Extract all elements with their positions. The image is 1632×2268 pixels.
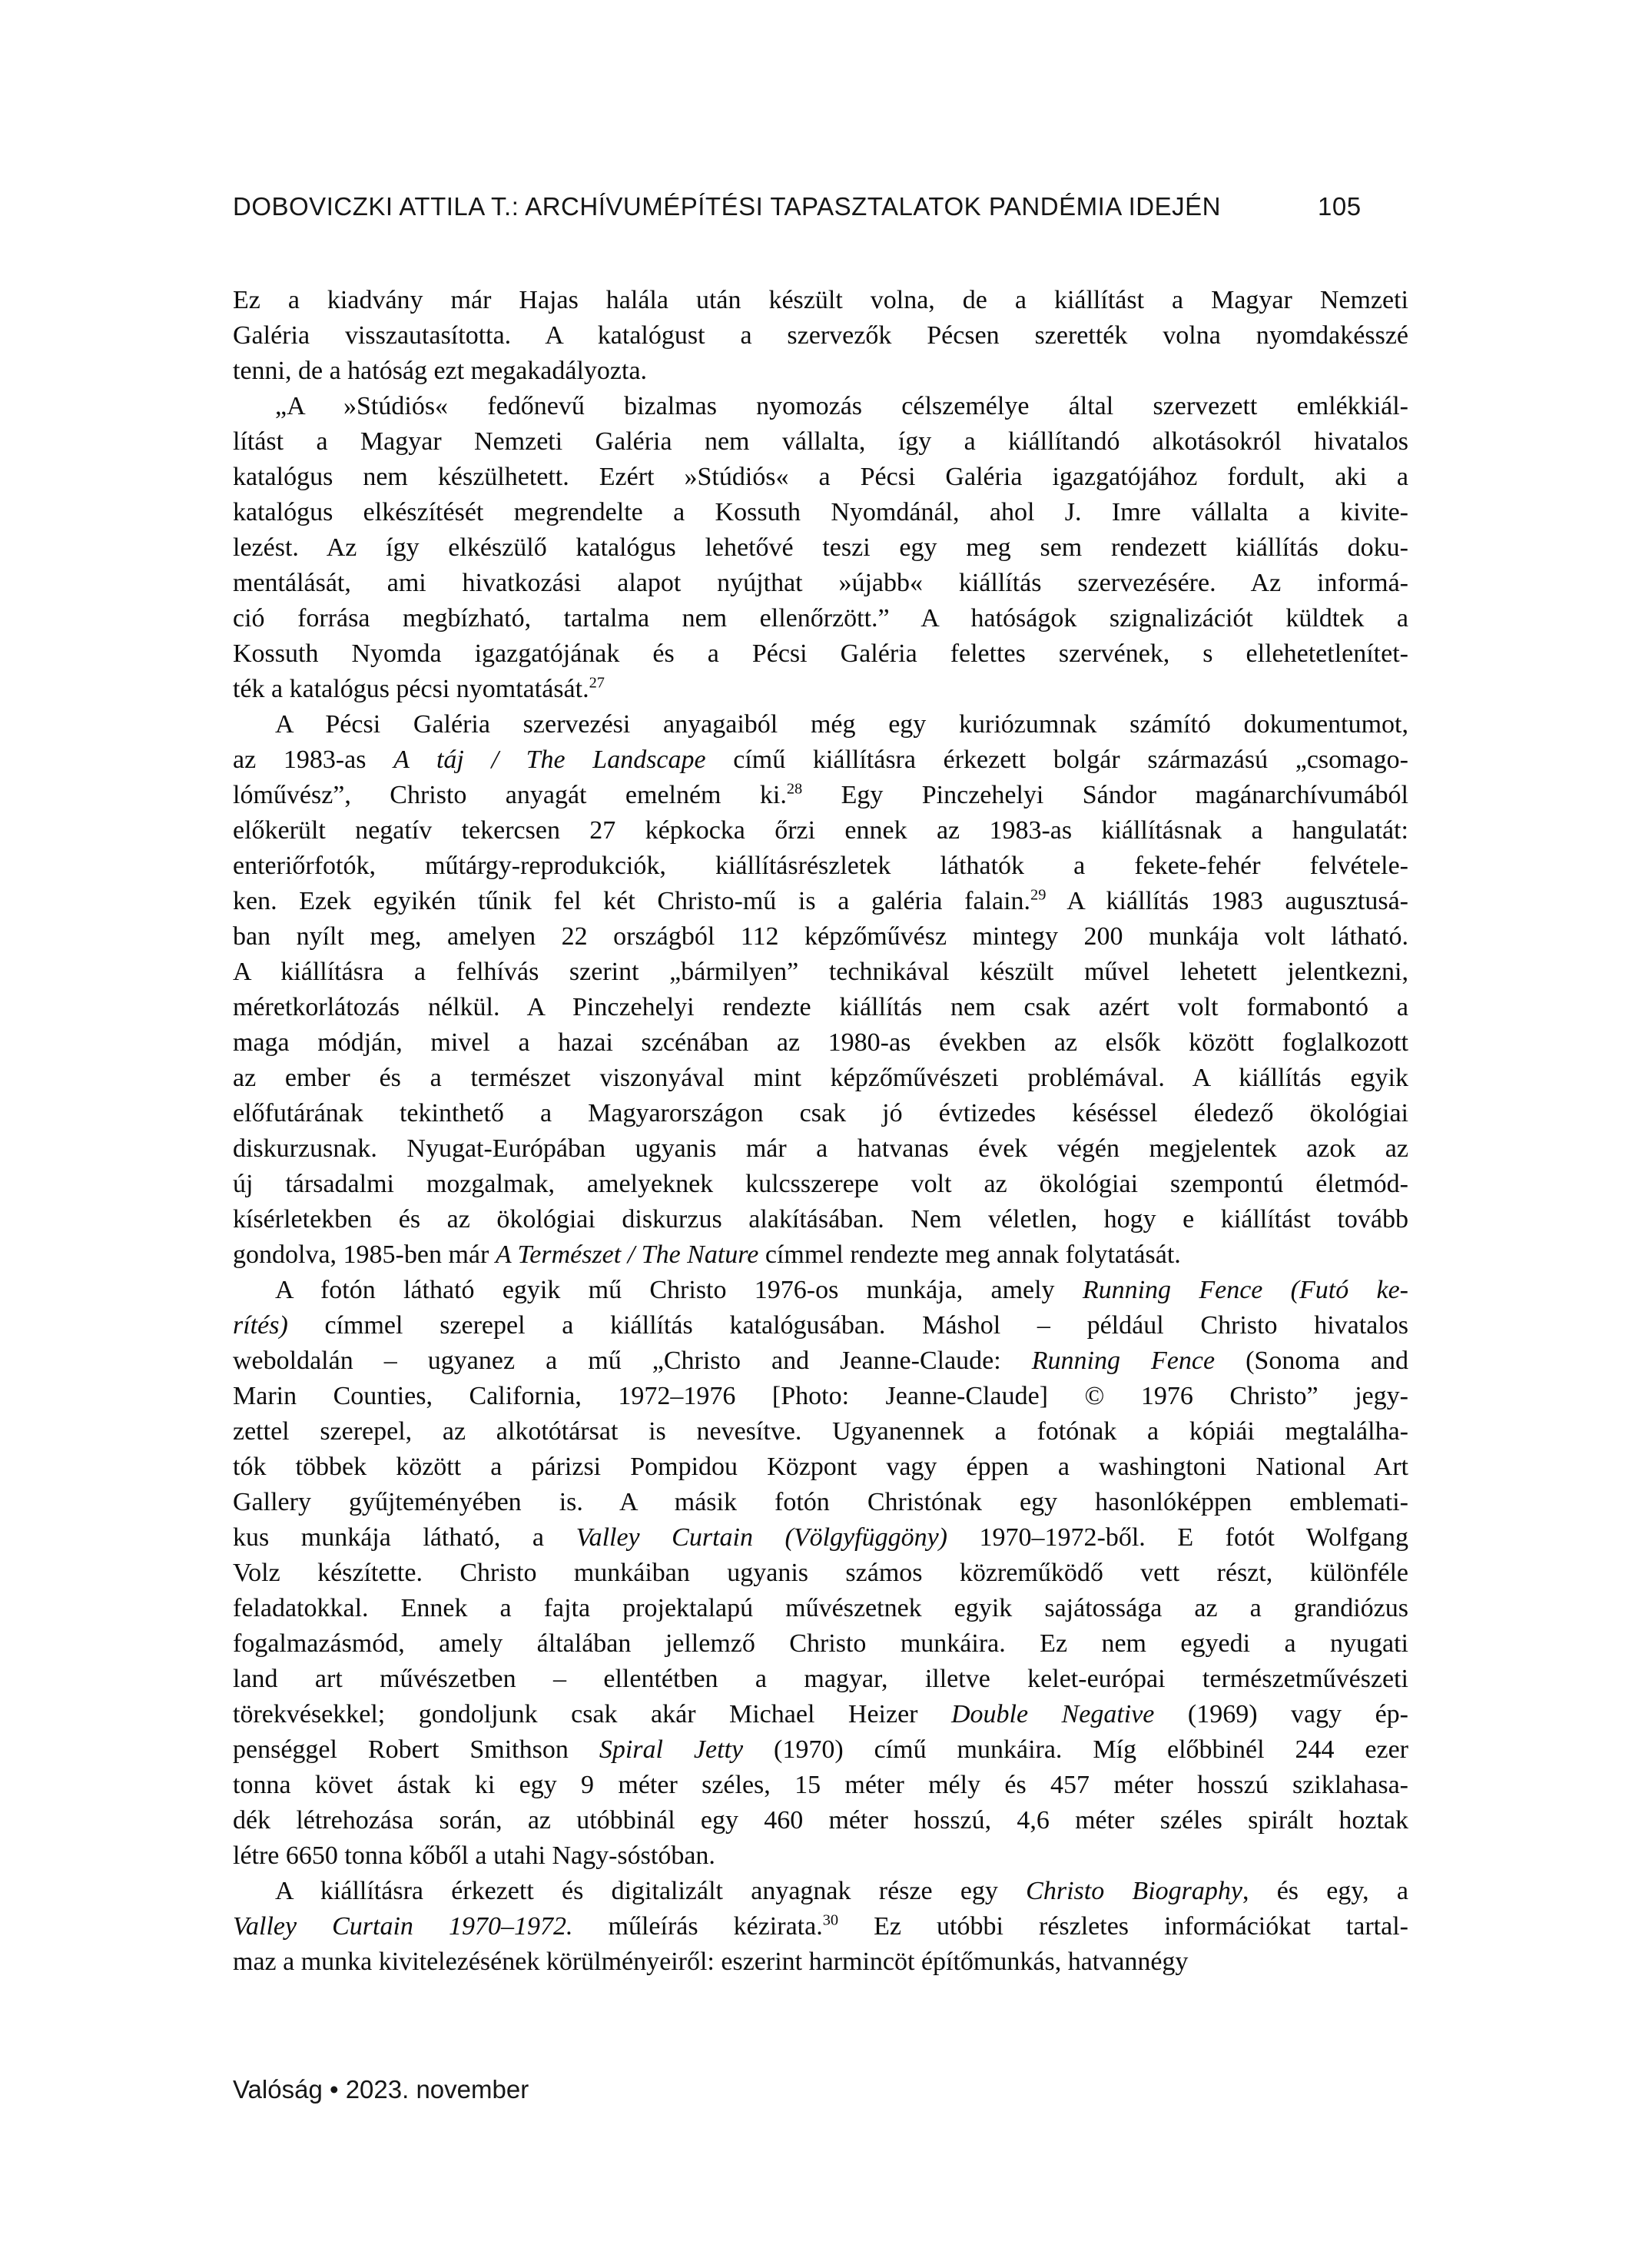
text-line: [233, 354, 1408, 389]
text-run: mentálását, ami hivatkozási alapot nyújthat »újabb« kiállítás szervezésére. Az informá-: [233, 569, 1408, 597]
text-run: (1969) vagy ép-: [1154, 1700, 1408, 1728]
text-line: [233, 283, 1408, 318]
text-run: előkerült negatív tekercsen 27 képkocka őrzi ennek az 1983-as kiállításnak a hangulatát:: [233, 816, 1408, 845]
text-line: [233, 1202, 1408, 1237]
text-run: katalógus elkészítését megrendelte a Kossuth Nyomdánál, ahol J. Imre vállalta a kivite-: [233, 498, 1408, 526]
text-run: ban nyílt meg, amelyen 22 országból 112 képzőművész mintegy 200 munkája volt látható.: [233, 922, 1408, 951]
text-line: [233, 1379, 1408, 1414]
text-run: (1970) című munkáira. Míg előbbinél 244 ezer: [743, 1735, 1409, 1764]
footnote-marker: 30: [822, 1911, 839, 1929]
text-run: lezést. Az így elkészülő katalógus lehetővé teszi egy meg sem rendezett kiállítás doku-: [233, 533, 1408, 562]
journal-footer-text: Valóság • 2023. november: [233, 2075, 529, 2104]
text-run: katalógus nem készülhetett. Ezért »Stúdiós« a Pécsi Galéria igazgatójához fordult, aki a: [233, 463, 1408, 491]
text-run: diskurzusnak. Nyugat-Európában ugyanis már a hatvanas évek végén megjelentek azok az: [233, 1134, 1408, 1163]
text-run: „A »Stúdiós« fedőnevű bizalmas nyomozás célszemélye által szervezett emlékkiál-: [275, 392, 1408, 420]
text-run: Ez a kiadvány már Hajas halála után készült volna, de a kiállítást a Magyar Nemzeti: [233, 286, 1408, 314]
text-line: [233, 742, 1408, 778]
text-run: Valley Curtain (Völgyfüggöny): [576, 1523, 947, 1552]
text-run: címmel rendezte meg annak folytatását.: [758, 1240, 1181, 1269]
text-line: [233, 1944, 1408, 1980]
text-line: [233, 1520, 1408, 1556]
text-line: [233, 990, 1408, 1025]
text-line: [233, 460, 1408, 495]
text-line: [233, 1131, 1408, 1167]
text-run: kus munkája látható, a: [233, 1523, 576, 1552]
text-run: (Sonoma and: [1215, 1347, 1409, 1375]
text-line: [233, 566, 1408, 601]
text-line: [233, 1662, 1408, 1697]
text-run: zettel szerepel, az alkotótársat is nevesítve. Ugyanennek a fotónak a kópiái megtalálha-: [233, 1417, 1408, 1446]
text-line: [233, 707, 1408, 742]
text-run: feladatokkal. Ennek a fajta projektalapú művészetnek egyik sajátossága az a grandiózus: [233, 1594, 1408, 1622]
text-line: [233, 848, 1408, 884]
text-line: [233, 1803, 1408, 1838]
text-line: [233, 884, 1408, 919]
text-line: [233, 495, 1408, 530]
text-run: méretkorlátozás nélkül. A Pinczehelyi rendezte kiállítás nem csak azért volt formabontó a: [233, 993, 1408, 1021]
footnote-marker: 27: [589, 674, 605, 692]
text-run: az ember és a természet viszonyával mint képzőművészeti problémával. A kiállítás egyik: [233, 1064, 1408, 1092]
footnote-marker: 29: [1030, 886, 1047, 904]
text-line: [233, 636, 1408, 672]
text-line: [233, 1591, 1408, 1626]
text-run: A kiállítás 1983 augusztusá-: [1046, 887, 1408, 915]
text-run: fogalmazásmód, amely általában jellemző Christo munkáira. Ez nem egyedi a nyugati: [233, 1629, 1408, 1658]
text-line: [233, 601, 1408, 636]
running-header-title: DOBOVICZKI ATTILA T.: ARCHÍVUMÉPÍTÉSI TAPASZTALATOK PANDÉMIA IDEJÉN: [233, 192, 1221, 221]
text-line: [233, 424, 1408, 460]
text-run: Gallery gyűjteményében is. A másik fotón Christónak egy hasonlóképpen emblemati-: [233, 1488, 1408, 1516]
text-line: [233, 530, 1408, 566]
text-line: [233, 778, 1408, 813]
text-line: [233, 1485, 1408, 1520]
text-run: ció forrása megbízható, tartalma nem ellenőrzött.” A hatóságok szignalizációt küldtek a: [233, 604, 1408, 633]
text-run: maz a munka kivitelezésének körülményeiről: eszerint harmincöt építőmunkás, hatvannégy: [233, 1948, 1189, 1976]
text-run: Valley Curtain 1970–1972.: [233, 1912, 573, 1941]
text-line: [233, 1556, 1408, 1591]
text-run: Galéria visszautasította. A katalógust a szervezők Pécsen szerették volna nyomdakésszé: [233, 321, 1408, 350]
text-line: [233, 1768, 1408, 1803]
text-run: tonna követ ástak ki egy 9 méter széles, 15 méter mély és 457 méter hosszú sziklahasa-: [233, 1771, 1408, 1799]
text-run: Egy Pinczehelyi Sándor magánarchívumából: [802, 781, 1409, 809]
text-run: A Természet / The Nature: [495, 1240, 759, 1269]
text-run: , és egy, a: [1242, 1877, 1408, 1905]
text-run: dék létrehozása során, az utóbbinál egy 460 méter hosszú, 4,6 méter széles spirált hoztak: [233, 1806, 1408, 1835]
text-run: A Pécsi Galéria szervezési anyagaiból még egy kuriózumnak számító dokumentumot,: [275, 710, 1408, 739]
text-line: [233, 318, 1408, 354]
text-run: tók többek között a párizsi Pompidou Központ vagy éppen a washingtoni National Art: [233, 1453, 1408, 1481]
page-header: [233, 192, 1408, 223]
text-run: penséggel Robert Smithson: [233, 1735, 599, 1764]
text-run: Double Negative: [950, 1700, 1155, 1728]
text-line: [233, 389, 1408, 424]
text-run: című kiállításra érkezett bolgár származású „csomago-: [705, 745, 1408, 774]
text-run: Christo Biography: [1026, 1877, 1242, 1905]
text-line: [233, 1061, 1408, 1096]
text-line: [233, 1343, 1408, 1379]
text-line: [233, 672, 1408, 707]
text-run: az 1983-as: [233, 745, 394, 774]
text-run: A fotón látható egyik mű Christo 1976-os munkája, amely: [275, 1276, 1083, 1304]
text-run: Marin Counties, California, 1972–1976 [Photo: Jeanne-Claude] © 1976 Christo” jegy-: [233, 1382, 1408, 1410]
footnote-marker: 28: [786, 780, 803, 798]
text-line: [233, 955, 1408, 990]
text-run: előfutárának tekinthető a Magyarországon csak jó évtizedes késéssel éledező ökológiai: [233, 1099, 1408, 1127]
text-run: új társadalmi mozgalmak, amelyeknek kulcsszerepe volt az ökológiai szempontú életmód-: [233, 1170, 1408, 1198]
text-line: [233, 813, 1408, 848]
text-line: [233, 1838, 1408, 1874]
text-run: weboldalán – ugyanez a mű „Christo and Jeanne-Claude:: [233, 1347, 1032, 1375]
text-line: [233, 1874, 1408, 1909]
text-run: lítást a Magyar Nemzeti Galéria nem vállalta, így a kiállítandó alkotásokról hivatalos: [233, 427, 1408, 456]
text-line: [233, 1697, 1408, 1732]
text-run: kísérletekben és az ökológiai diskurzus alakításában. Nem véletlen, hogy e kiállítást tovább: [233, 1205, 1408, 1234]
text-line: [233, 1414, 1408, 1449]
text-run: maga módján, mivel a hazai szcénában az 1980-as években az elsők között foglalkozott: [233, 1028, 1408, 1057]
text-run: gondolva, 1985-ben már: [233, 1240, 496, 1269]
text-line: [233, 919, 1408, 955]
text-run: Volz készítette. Christo munkáiban ugyanis számos közreműködő vett részt, különféle: [233, 1559, 1408, 1587]
text-run: 1970–1972-ből. E fotót Wolfgang: [947, 1523, 1408, 1552]
text-run: A táj / The Landscape: [393, 745, 706, 774]
text-line: [233, 1909, 1408, 1944]
text-line: [233, 1096, 1408, 1131]
text-line: [233, 1273, 1408, 1308]
page-number: 105: [1318, 192, 1362, 221]
text-run: tenni, de a hatóság ezt megakadályozta.: [233, 357, 648, 385]
text-run: lóművész”, Christo anyagát emelném ki.: [233, 781, 787, 809]
text-run: Kossuth Nyomda igazgatójának és a Pécsi Galéria felettes szervének, s ellehetetlenítet-: [233, 639, 1408, 668]
text-run: műleírás kézirata.: [572, 1912, 823, 1941]
text-line: [233, 1025, 1408, 1061]
text-run: ken. Ezek egyikén tűnik fel két Christo-mű is a galéria falain.: [233, 887, 1031, 915]
text-line: [233, 1449, 1408, 1485]
text-line: [233, 1167, 1408, 1202]
text-run: Spiral Jetty: [599, 1735, 744, 1764]
text-line: [233, 1237, 1408, 1273]
text-run: ték a katalógus pécsi nyomtatását.: [233, 675, 589, 703]
text-run: Running Fence (Futó ke-: [1082, 1276, 1408, 1304]
text-run: land art művészetben – ellentétben a magyar, illetve kelet-európai természetművészeti: [233, 1665, 1408, 1693]
text-run: Ez utóbbi részletes információkat tartal-: [838, 1912, 1408, 1941]
text-run: címmel szerepel a kiállítás katalógusában. Máshol – például Christo hivatalos: [287, 1311, 1408, 1340]
text-run: törekvésekkel; gondoljunk csak akár Michael Heizer: [233, 1700, 951, 1728]
text-run: A kiállításra a felhívás szerint „bármilyen” technikával készült művel lehetett jelentkezni,: [233, 958, 1408, 986]
body-text: [233, 283, 1408, 1980]
text-line: [233, 1626, 1408, 1662]
text-line: [233, 1732, 1408, 1768]
text-line: [233, 1308, 1408, 1343]
text-run: rítés): [233, 1311, 288, 1340]
text-run: enteriőrfotók, műtárgy-reprodukciók, kiállításrészletek láthatók a fekete-fehér felvétele-: [233, 852, 1408, 880]
text-run: létre 6650 tonna kőből a utahi Nagy-sóstóban.: [233, 1841, 715, 1870]
text-run: A kiállításra érkezett és digitalizált anyagnak része egy: [275, 1877, 1027, 1905]
text-run: Running Fence: [1031, 1347, 1216, 1375]
